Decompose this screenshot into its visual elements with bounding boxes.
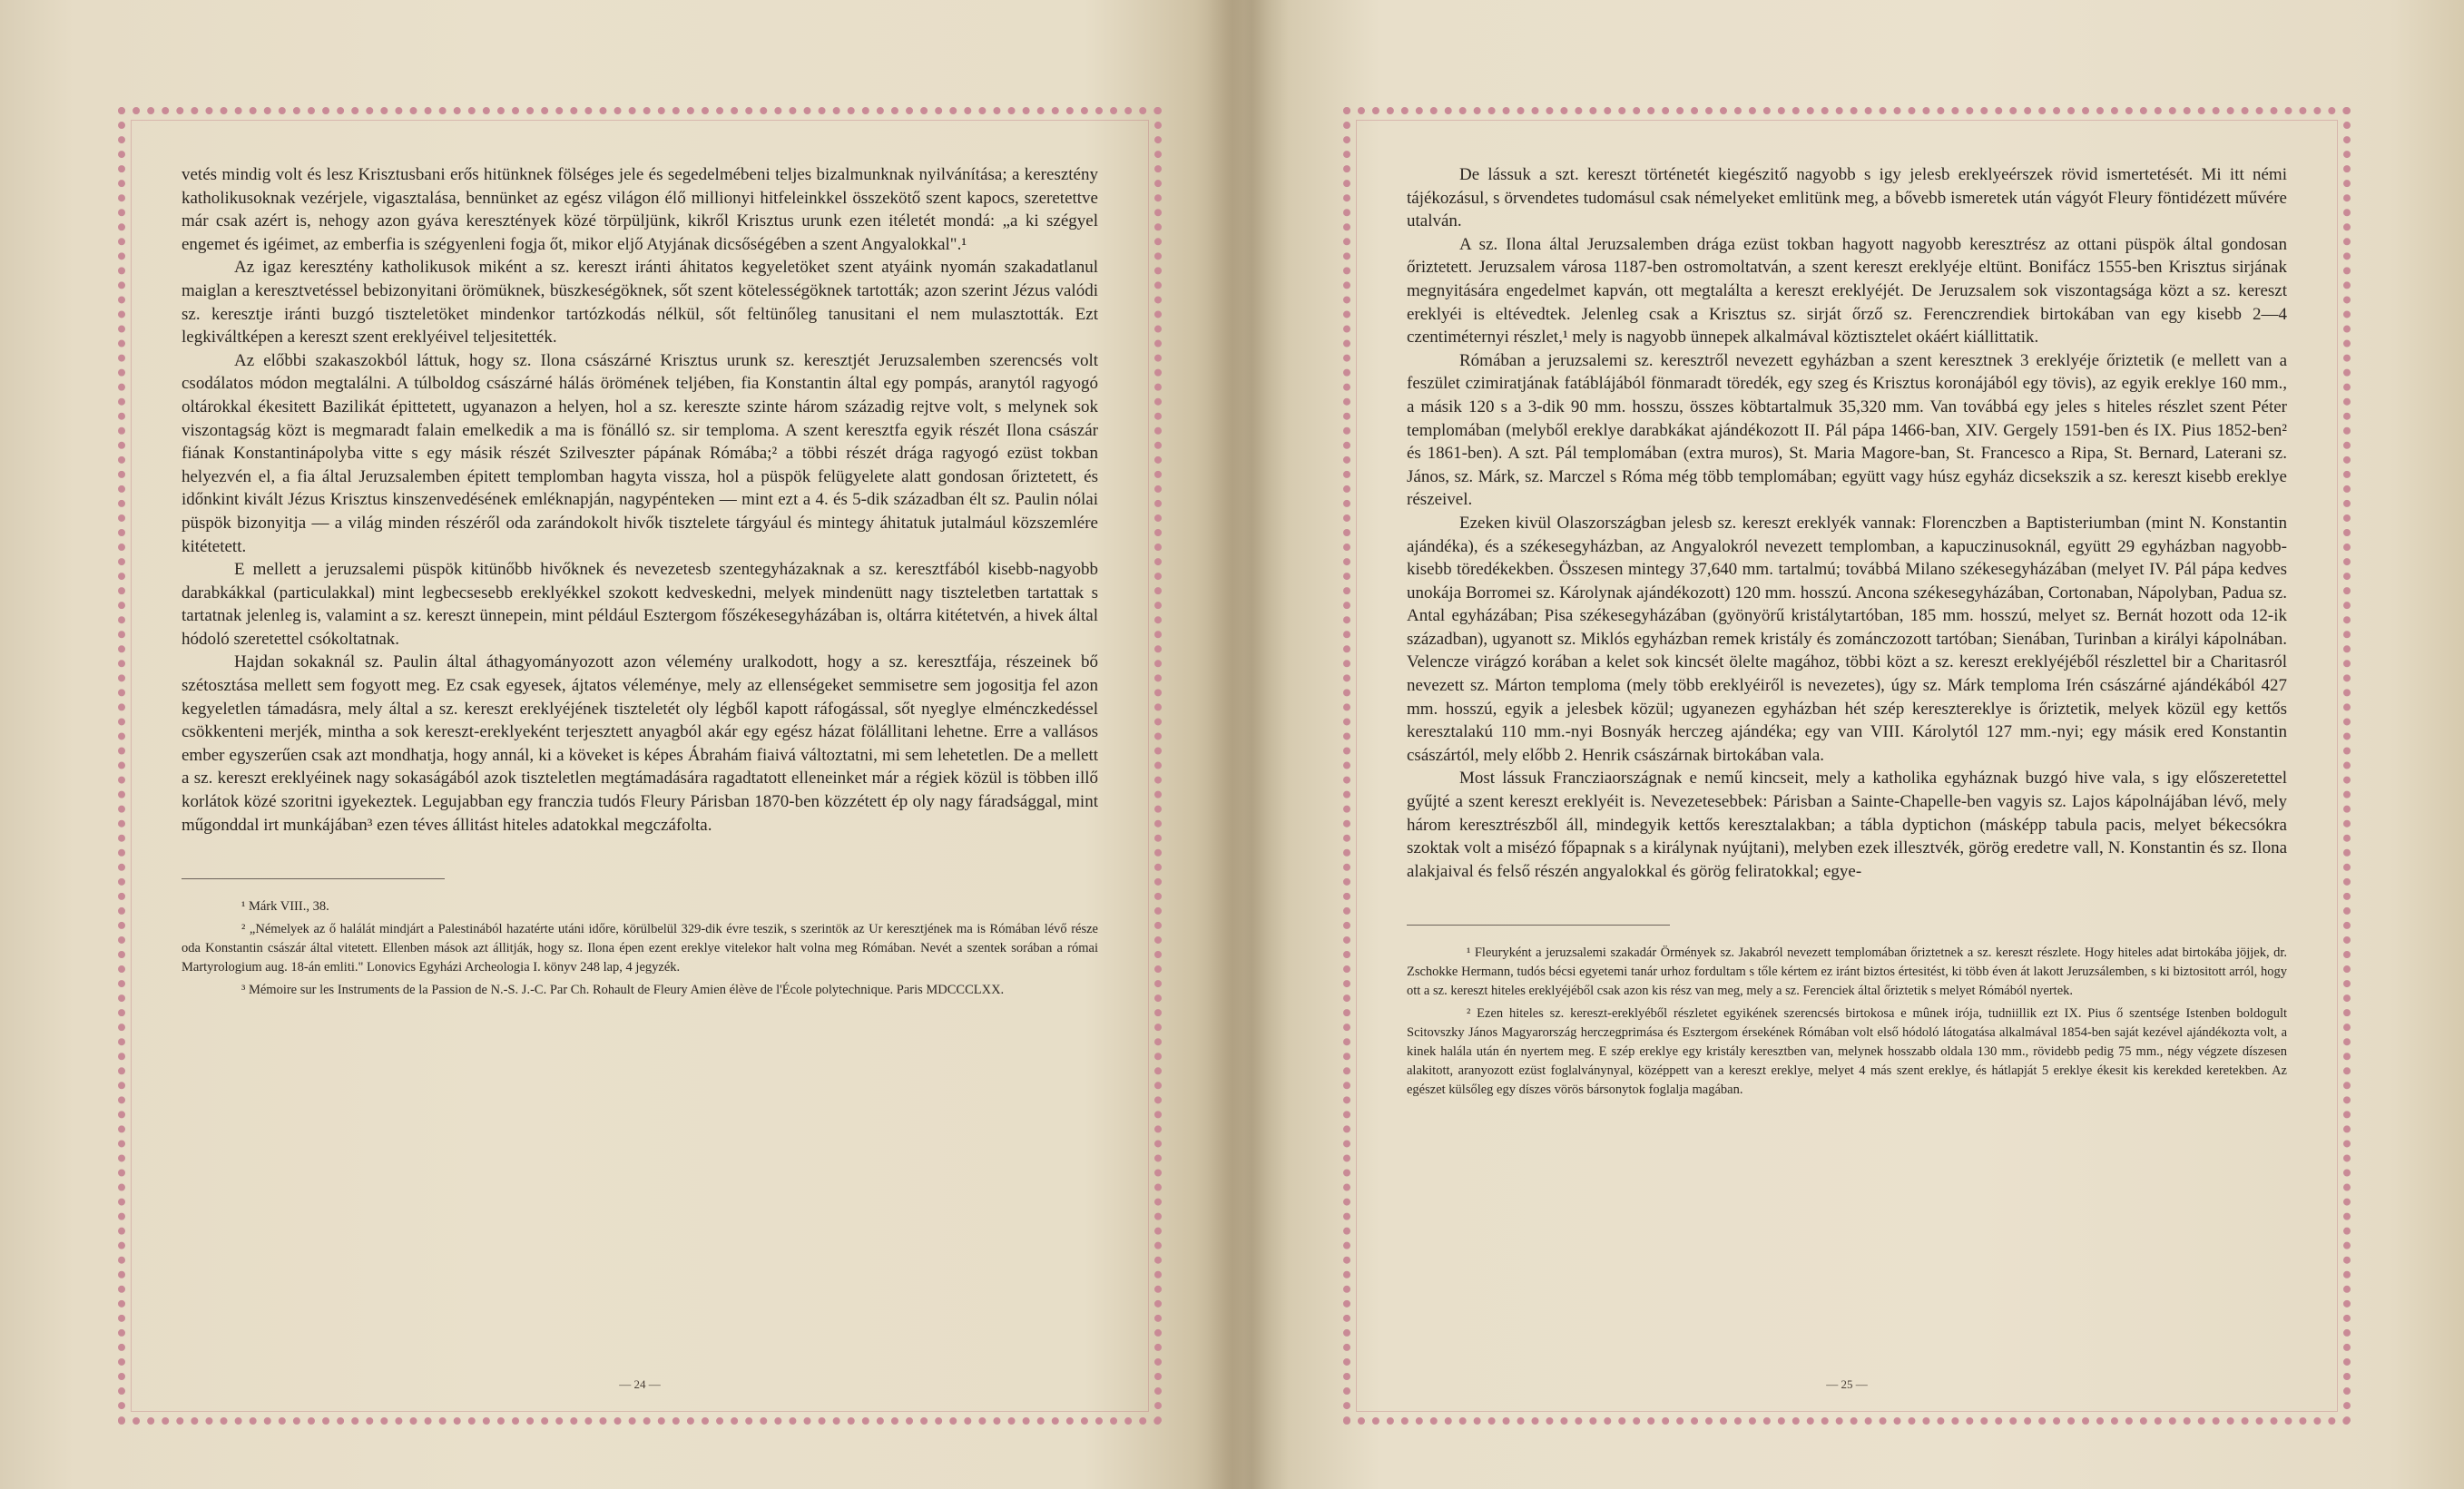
paragraph: Hajdan sokaknál sz. Paulin által áthagyományozott azon vélemény uralkodott, hogy a sz. keresztfája, részeinek bő szétosztása mellett sem fogyott meg. Ez csak egyesek, ájtatos véleménye, mely az ellenségeket semmisetre sem jogositja fel azon kegyeletlen támadásra, mely által a sz. kereszt ereklyéjének tiszteletét oly légből kapott ráfogással, sőt nyeglye elménczkedéssel csökkenteni merjék, mintha a sok kereszt-ereklyeként terjesztett anyagból akár egy egész házat fölállitani lehetne. Erre a vallásos ember egyszerűen csak azt mondhatja, hogy annál, ki a köveket is képes Ábrahám fiaivá változtatni, mi sem lehetetlen. De a mellett a sz. kereszt ereklyéinek nagy sokaságából azok tiszteletlen megtámadására ragadtatott elleneinket már a régiek közül is többen illő korlátok közé szoritni igyekeztek. Legujabban egy franczia tudós Fleury Párisban 1870-ben közzétett ép oly nagy fáradsággal, mint műgonddal irt munkájában³ ezen téves állitást hiteles adatokkal megczáfolta. <box>182 652 1098 835</box>
paragraph: Az igaz keresztény katholikusok miként a sz. kereszt iránti áhitatos kegyeletöket szent atyáink nyomán szakadatlanul maiglan a keresztvetéssel bebizonyitani örömüknek, büszkeségöknek, sőt szent kötelességöknek tartották; azon szerint Jézus valódi sz. keresztje iránti buzgó tiszteletöket mindenkor tartózkodás nélkül, sőt feltünőleg tanusitani el nem mulasztották. Ezt legkiváltképen a kereszt szent ereklyéivel teljesitették. <box>182 258 1098 348</box>
footnote: ² „Némelyek az ő halálát mindjárt a Palestinából hazatérte utáni időre, körülbelül 329-dik évre teszik, s szerintök az Ur keresztjének ma is Rómában lévő része oda Konstantin császár által vitetett. Ellenben mások azt állitják, hogy sz. Ilona épen ezent ereklye vitelekor halt volna meg Rómában. Nevét a szentek sorában a római Martyrologium aug. 18-án emliti." Lonovics Egyházi Archeologia I. könyv 248 lap, 4 jegyzék. <box>182 922 1098 975</box>
paragraph: Ezeken kivül Olaszországban jelesb sz. kereszt ereklyék vannak: Florenczben a Baptisteriumban (mint N. Konstantin ajándéka), és a székesegyházban, az Angyalokról nevezett templomban, a kapuczinusoknál, együtt 29 egyházban nagyobb-kisebb töredékekben. Összesen mintegy 37,640 mm. tartalmú; továbbá Milano székesegyházában (melyet IV. Pál pápa kedves unokája Borromei sz. Károlynak ajándékozott) 120 mm. hosszú. Ancona székesegyházában, Cortonaban, Nápolyban, Padua sz. Antal egyházában; Pisa székesegyházában (gyönyörű kristálytartóban, 185 mm. hosszú, melyet sz. Bernát hozott oda 12-ik században), ugyanott sz. Miklós egyházban remek kristály és zománczozott tartóban; Sienában, Turinban a királyi kápolnában. Velencze virágzó korában a kelet sok kincsét ölelte magához, többi közt a sz. kereszt ereklyéjéből részlettel bir a Charitasról nevezett sz. Márton temploma (mely több ereklyéiről is nevezetes), úgy sz. Márk temploma Irén császárné ajándékából 427 mm. hosszú, egyik a jelesbek közül; ugyanezen egyházban hét szép keresztereklye is őriztetik, melyek közül egy kettős keresztalakú 110 mm.-nyi Bosnyák herczeg ajándéka; egy van VIII. Károlytól 127 mm.-nyi; egy másik ered Konstantin császártól, mely előbb 2. Henrik császárnak birtokában vala. <box>1407 513 2287 765</box>
paragraph: Rómában a jeruzsalemi sz. keresztről nevezett egyházban a szent keresztnek 3 ereklyéje őriztetik (e mellett van a feszület czimiratjának fatáblájából fönmaradt töredék, egy szeg és Krisztus koronájából egy tövis), az egyik ereklye 160 mm., a másik 120 s a 3-dik 90 mm. hosszu, összes köbtartalmuk 35,320 mm. Van továbbá egy jeles s hiteles részlet szent Péter templomában (melyből ereklye darabkákat ajándékozott II. Pál pápa 1466-ban, XIV. Gergely 1591-ben és IX. Pius 1852-ben² és 1861-ben). A szt. Pál templomában (extra muros), St. Maria Magore-ban, St. Francesco a Ripa, St. Bernard, Laterani sz. János, sz. Márk, sz. Marczel s Róma még több templomában; együtt vagy húsz egyház dicsekszik a sz. kereszt kisebb ereklye részeivel. <box>1407 350 2287 510</box>
right-page <box>1343 107 2351 1425</box>
right-page-content <box>1407 163 2287 1388</box>
page-number: — 25 — <box>1826 1377 1868 1391</box>
gutter-shadow <box>1207 0 1289 1489</box>
right-body-text <box>1407 163 2287 883</box>
paragraph: Az előbbi szakaszokból láttuk, hogy sz. Ilona császárné Krisztus urunk sz. keresztjét Jeruzsalemben szerencsés volt csodálatos módon megtalálni. A túlboldog császárné hálás örömének teljében, fia Konstantin által egy pompás, aranytól ragyogó oltárokkal ékesitett Bazilikát épittetett, ugyanazon a helyen, hol a sz. kereszte szinte három századig rejtve volt, s melynek sok viszontagság közt is megmaradt falain emelkedik a ma is fönálló sz. sir temploma. A szent keresztfa egyik részét Ilona császár fiának Konstantinápolyba vitte s egy másik részét Szilveszter pápának Rómába;² a többi részét drága ragyogó ezüst tokban helyezvén el, a fia által Jeruzsalemben épitett templomban hagyta vissza, hol a püspök felügyelete alatt gondosan őriztetett, és időnkint kivált Jézus Krisztus kinszenvedésének emléknapján, nagypénteken — mint ezt a 4. és 5-dik században élt sz. Paulin nólai püspök bizonyitja — a világ minden részéről oda zarándokolt hivők tisztelete tárgyául és mintegy áhitatuk jutalmául közszemlére kitétetett. <box>182 350 1098 556</box>
footnote: ¹ Fleuryként a jeruzsalemi szakadár Örmények sz. Jakabról nevezett templomában őriztetnek a sz. kereszt részlete. Hogy hiteles adat birtokába jöjjek, dr. Zschokke Hermann, tudós bécsi egyetemi tanár urhoz fordultam s tőle kértem ez iránt biztos értesitést, ki több éven át lakott Jeruzsálemben, s ki biztositott arról, hogy ott a sz. kereszt hiteles ereklyéjéből csak azon kis rész van meg, mely a sz. Ferenciek által őriztetik s melyet Rómából nyertek. <box>1407 945 2287 999</box>
page-number: — 24 — <box>619 1377 661 1391</box>
left-page <box>118 107 1162 1425</box>
paragraph: E mellett a jeruzsalemi püspök kitünőbb hivőknek és nevezetesb szentegyházaknak a sz. keresztfából kisebb-nagyobb darabkákkal (particulakkal) mint legbecsesebb ereklyékkel szokott kedveskedni, melyek mindenütt nagy tiszteletben tartattak s tartatnak jelenleg is, valamint a sz. kereszt ünnepein, mint például Esztergom főszékesegyházában is, oltárra kitétetvén, a hivek által hódoló szeretettel csókoltatnak. <box>182 560 1098 649</box>
footnote-separator <box>1407 925 1670 926</box>
paragraph: Most lássuk Francziaországnak e nemű kincseit, mely a katholika egyháznak buzgó hive vala, s igy előszeretettel gyűjté a szent kereszt ereklyéit is. Nevezetesebbek: Párisban a Sainte-Chapelle-ben vagyis sz. Lajos kápolnájában lévő, mely három keresztrészből áll, mindegyik kettős keresztalakban; a tábla dyptichon (másképp tabula pacis, melyet békecsókra szoktak volt a misézó főpapnak s a királynak nyújtani), melyben ezek illesztvék, görög eredetre vall, N. Konstantin és sz. Ilona alakjaival és felső részén angyalokkal és görög feliratokkal; egye- <box>1407 769 2287 881</box>
paragraph: vetés mindig volt és lesz Krisztusbani erős hitünknek fölséges jele és segedelmébeni teljes bizalmunknak nyilvánítása; a keresztény katholikusoknak vezérjele, vigasztalása, bennünket az egész világon élő millionyi hitfeleinkkel összekötő szent kapocs, szeretettve már csak azért is, nehogy azon gyáva keresztények közé törpüljünk, kikről Krisztus urunk ezen itéletét mondá: „a ki szégyel engemet és igéimet, az emberfia is szégyenleni fogja őt, mikor eljő Atyjának dicsőségében a szent Angyalokkal".¹ <box>182 165 1098 254</box>
footnote: ¹ Márk VIII., 38. <box>241 899 329 915</box>
left-body-text <box>182 163 1098 837</box>
footnote: ³ Mémoire sur les Instruments de la Passion de N.-S. J.-C. Par Ch. Rohault de Fleury Amien élève de l'École polytechnique. Paris MDCCCLXX. <box>241 983 1005 998</box>
right-footnotes <box>1407 944 2287 1100</box>
footnote: ² Ezen hiteles sz. kereszt-ereklyéből részletet egyikének szerencsés birtokosa e mûnek irója, tudniillik ezt IX. Pius ő szentsége Istenben boldogult Scitovszky János Magyarország herczegprimása és Esztergom érsekének Rómában volt első hódoló látogatása alkalmával 1854-ben saját kezével ajándékozta volt, a kinek halála után én nyertem meg. E szép ereklye egy kristály keresztben van, melynek hosszabb oldala 130 mm., rövidebb pedig 75 mm., négy végzete díszesen alakitott, aranyozott ezüst foglalványnyal, középpett van a kereszt ereklye, melyet 4 más szent ereklye, és hátlapját 5 ereklye ékesit kis kerekded keretekben. Az egészet külsőleg egy díszes vörös bársonytok foglalja magában. <box>1407 1006 2287 1098</box>
left-page-content <box>182 163 1098 1388</box>
footnote-separator <box>182 878 445 879</box>
left-footnotes <box>182 897 1098 1000</box>
paragraph: A sz. Ilona által Jeruzsalemben drága ezüst tokban hagyott nagyobb keresztrész az ottani püspök által gondosan őriztetett. Jeruzsalem városa 1187-ben ostromoltatván, a szent kereszt ereklyéje eltünt. Bonifácz 1555-ben Krisztus sirjának megnyitására engedelmet kapván, ott megtalálta a kereszt ereklyéjét. De Jeruzsalem sok viszontagsága közt a sz. kereszt ereklyéi is eltévedtek. Jelenleg csak a Krisztus sz. sirját őrző sz. Ferenczrendiek birtokában van egy kisebb 2—4 czentiméternyi részlet,¹ mely is nagyobb ünnepek alkalmával köztisztelet okáért kiállittatik. <box>1407 234 2287 348</box>
paragraph: De lássuk a szt. kereszt történetét kiegészitő nagyobb s igy jelesb ereklyeérszek rövid ismertetését. Mi itt némi tájékozásul, s örvendetes tudomásul csak némelyeket emlitünk meg, a bővebb ismeretek után vágyót Fleury föntidézett művére utalván. <box>1407 165 2287 231</box>
